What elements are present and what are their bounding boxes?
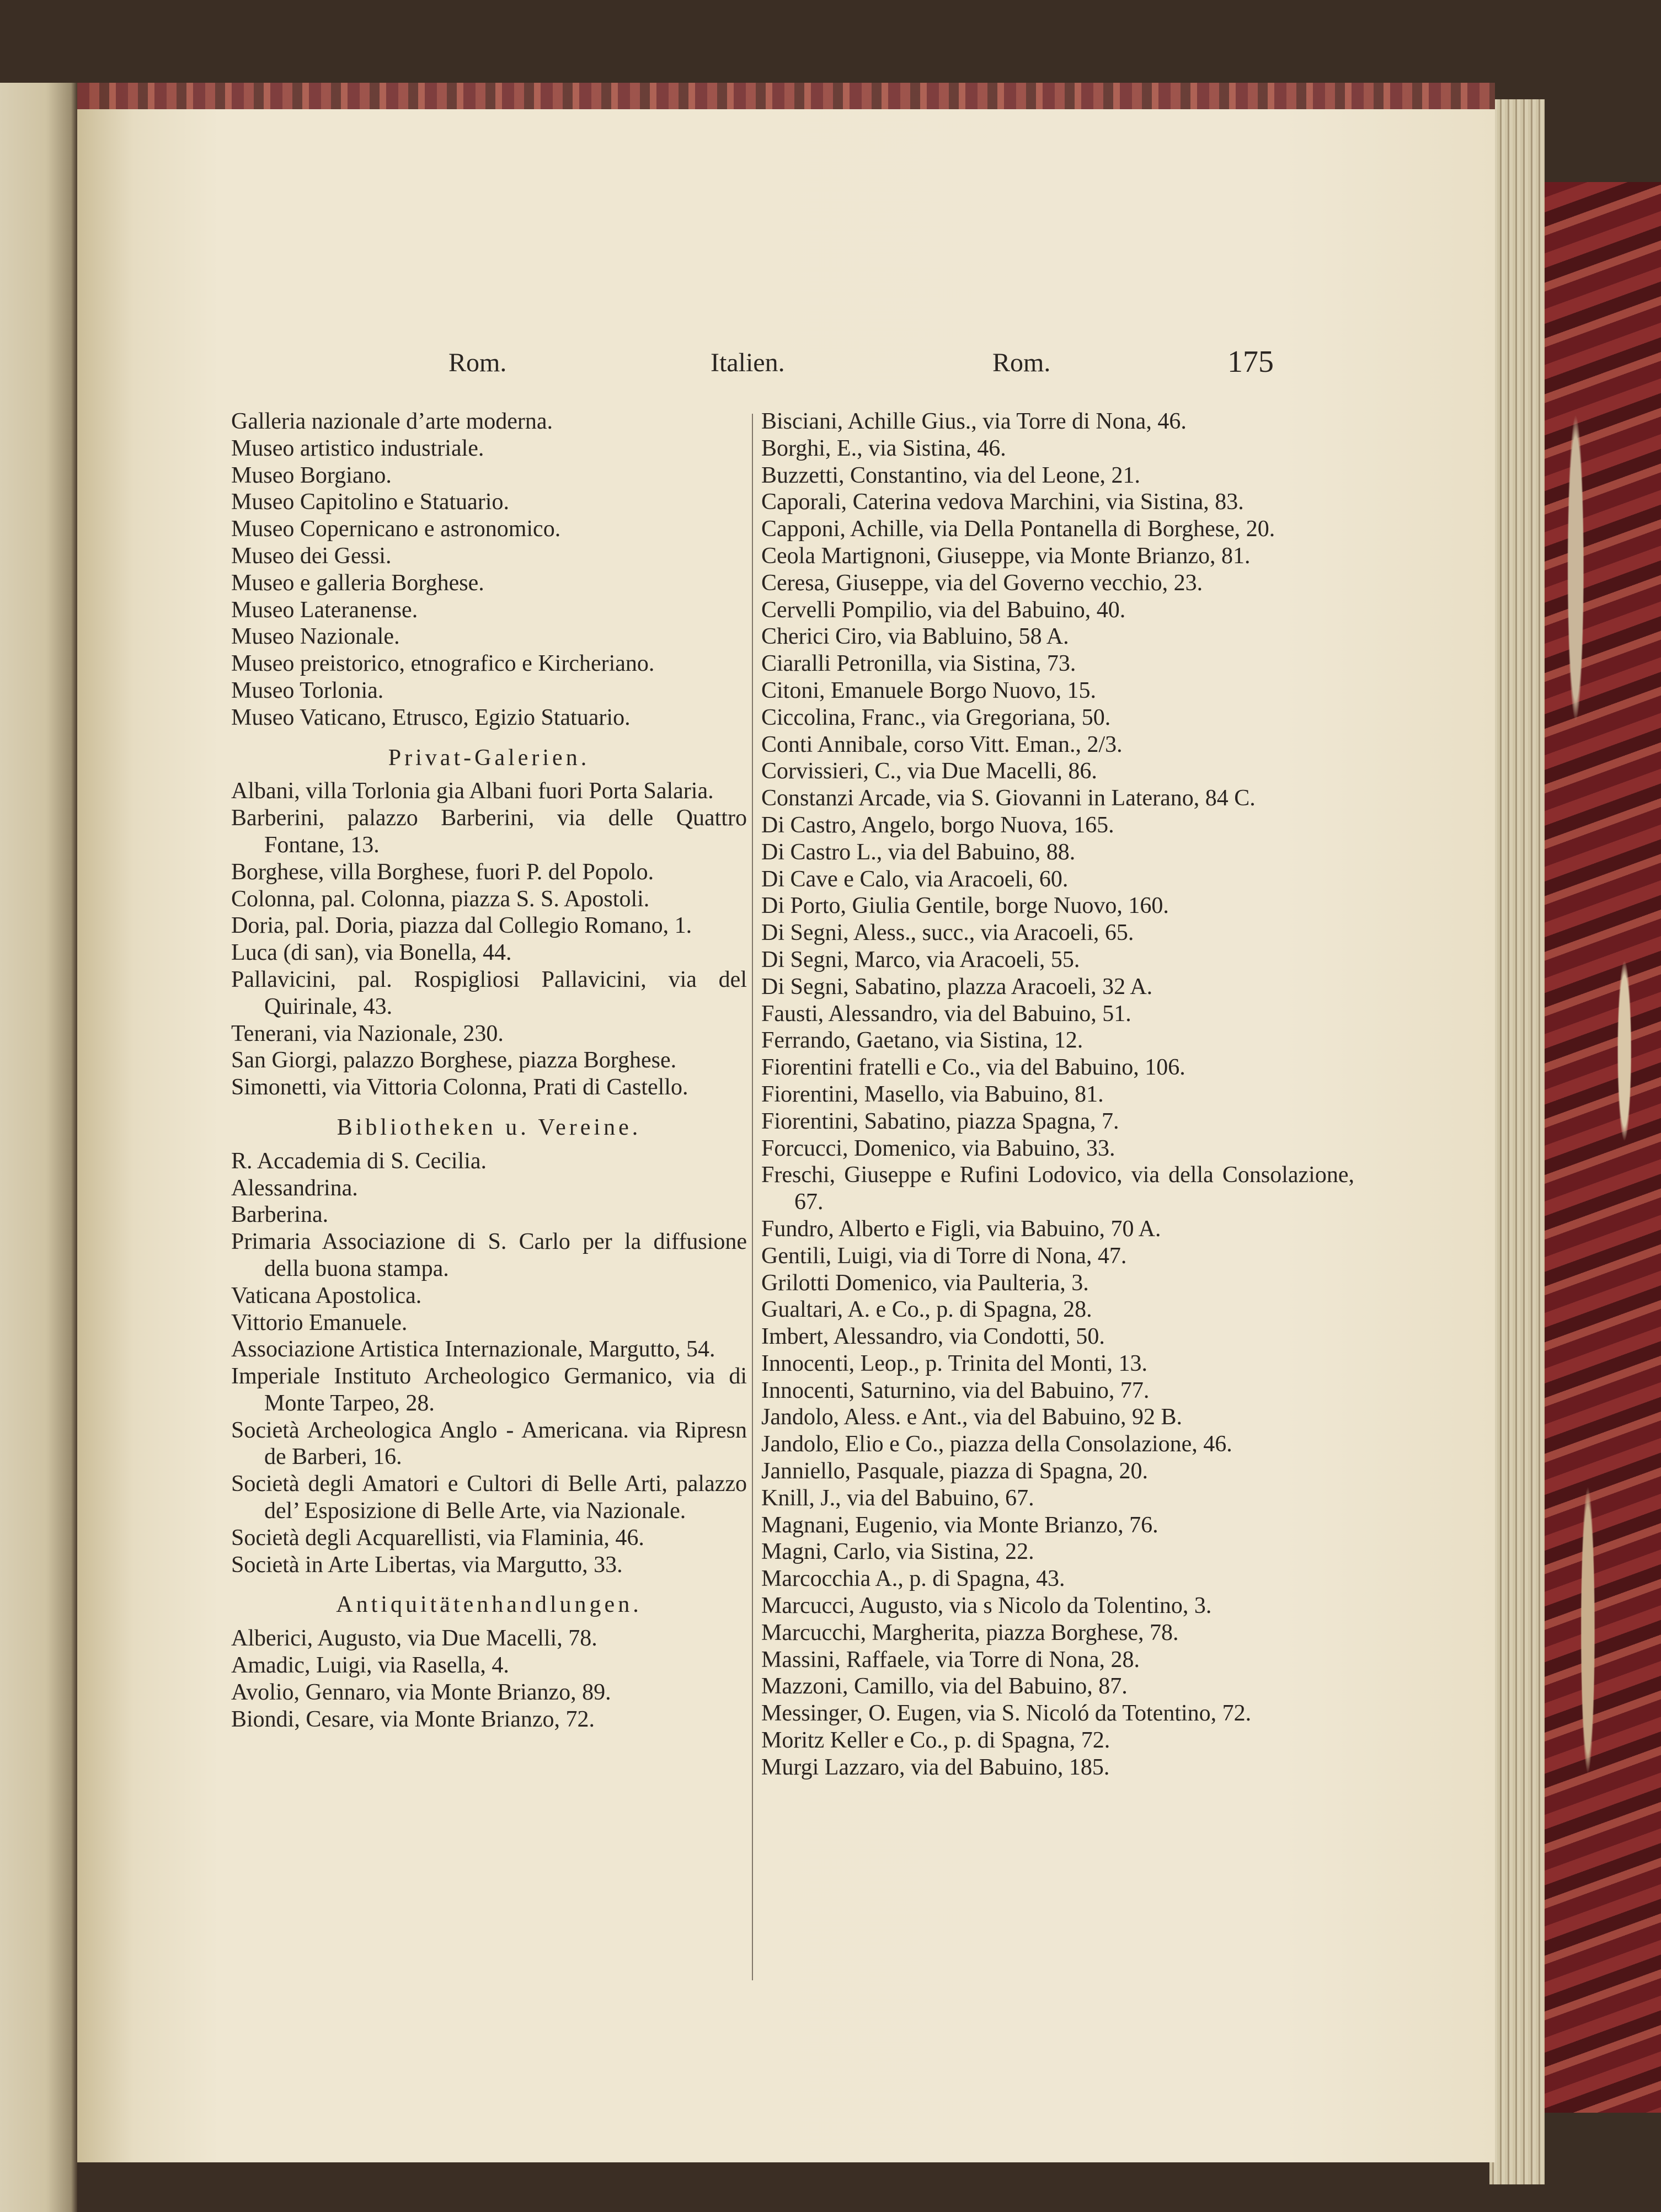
list-item: Janniello, Pasquale, piazza di Spagna, 20. [761, 1458, 1148, 1484]
list-item: Freschi, Giuseppe e Rufini Lodovico, via della Consolazione, 67. [761, 1162, 1354, 1215]
list-item: Doria, pal. Doria, piazza dal Collegio Romano, 1. [231, 913, 692, 939]
list-item: Moritz Keller e Co., p. di Spagna, 72. [761, 1728, 1110, 1754]
list-item: Avolio, Gennaro, via Monte Brianzo, 89. [231, 1679, 611, 1705]
list-item: Borghese, villa Borghese, fuori P. del Popolo. [231, 859, 654, 885]
page-edges [1489, 99, 1545, 2184]
list-item: Vittorio Emanuele. [231, 1310, 408, 1335]
list-item: Di Segni, Marco, via Aracoeli, 55. [761, 947, 1080, 973]
list-item: Luca (di san), via Bonella, 44. [231, 940, 512, 966]
list-item: Fausti, Alessandro, via del Babuino, 51. [761, 1001, 1131, 1027]
list-item: Grilotti Domenico, via Paulteria, 3. [761, 1270, 1089, 1296]
list-item: Imperiale Instituto Archeologico Germanico, via di Monte Tarpeo, 28. [231, 1364, 747, 1416]
list-item: Museo artistico industriale. [231, 435, 484, 461]
list-item: Gualtari, A. e Co., p. di Spagna, 28. [761, 1297, 1092, 1323]
list-item: Alessandrina. [231, 1175, 358, 1201]
section-heading-bibliotheken: Bibliotheken u. Vereine. [337, 1114, 642, 1140]
list-item: Ciaralli Petronilla, via Sistina, 73. [761, 651, 1076, 677]
header-left: Rom. [448, 348, 507, 377]
list-item: Simonetti, via Vittoria Colonna, Prati di Castello. [231, 1075, 688, 1100]
list-item: Museo preistorico, etnografico e Kircheriano. [231, 651, 655, 677]
list-item: Alberici, Augusto, via Due Macelli, 78. [231, 1626, 597, 1652]
header-right: Rom. [992, 348, 1051, 377]
list-item: Colonna, pal. Colonna, piazza S. S. Apostoli. [231, 886, 650, 912]
list-item: Magni, Carlo, via Sistina, 22. [761, 1539, 1034, 1565]
list-item: R. Accademia di S. Cecilia. [231, 1148, 487, 1174]
list-item: Cervelli Pompilio, via del Babuino, 40. [761, 597, 1126, 623]
right-column [761, 408, 1354, 1781]
list-item: Fiorentini, Sabatino, piazza Spagna, 7. [761, 1108, 1119, 1134]
museum-list [231, 408, 747, 731]
list-item: Caporali, Caterina vedova Marchini, via Sistina, 83. [761, 489, 1244, 515]
list-item: Gentili, Luigi, via di Torre di Nona, 47. [761, 1243, 1127, 1269]
list-item: Buzzetti, Constantino, via del Leone, 21. [761, 462, 1141, 488]
list-item: Bisciani, Achille Gius., via Torre di Nona, 46. [761, 409, 1187, 434]
list-item: Amadic, Luigi, via Rasella, 4. [231, 1653, 509, 1679]
column-rule [752, 414, 753, 1980]
list-item: Museo dei Gessi. [231, 543, 392, 569]
list-item: Primaria Associazione di S. Carlo per la diffusione della buona stampa. [231, 1229, 747, 1281]
list-item: Museo Vaticano, Etrusco, Egizio Statuario. [231, 704, 631, 730]
left-column [231, 408, 747, 1733]
list-item: Fiorentini, Masello, via Babuino, 81. [761, 1081, 1104, 1107]
facing-page-edge [0, 83, 77, 2212]
list-item: Knill, J., via del Babuino, 67. [761, 1485, 1034, 1511]
section-heading-privat-galerien: Privat-Galerien. [388, 745, 590, 771]
list-item: Di Castro L., via del Babuino, 88. [761, 839, 1076, 865]
list-item: Tenerani, via Nazionale, 230. [231, 1020, 504, 1046]
list-item: Museo Copernicano e astronomico. [231, 516, 561, 542]
list-item: Albani, villa Torlonia gia Albani fuori Porta Salaria. [231, 778, 714, 804]
list-item: Barberini, palazzo Barberini, via delle Quattro Fontane, 13. [231, 805, 747, 858]
list-item: Società degli Amatori e Cultori di Belle Arti, palazzo del’ Esposizione di Belle Arte, via Nazionale. [231, 1471, 747, 1524]
list-item: Biondi, Cesare, via Monte Brianzo, 72. [231, 1706, 595, 1732]
list-item: Conti Annibale, corso Vitt. Eman., 2/3. [761, 731, 1123, 757]
list-item: Di Castro, Angelo, borgo Nuova, 165. [761, 812, 1114, 838]
list-item: Museo Nazionale. [231, 624, 400, 650]
list-item: Di Cave e Calo, via Aracoeli, 60. [761, 866, 1069, 892]
list-item: Murgi Lazzaro, via del Babuino, 185. [761, 1754, 1110, 1780]
list-item: Marcucchi, Margherita, piazza Borghese, 78. [761, 1620, 1179, 1645]
list-item: Massini, Raffaele, via Torre di Nona, 28. [761, 1647, 1140, 1673]
list-item: Messinger, O. Eugen, via S. Nicoló da Totentino, 72. [761, 1701, 1252, 1727]
list-item: Museo Capitolino e Statuario. [231, 489, 509, 515]
list-item: Constanzi Arcade, via S. Giovanni in Laterano, 84 C. [761, 786, 1256, 811]
list-item: Ceola Martignoni, Giuseppe, via Monte Brianzo, 81. [761, 543, 1251, 569]
list-item: Cherici Ciro, via Babluino, 58 A. [761, 624, 1069, 650]
section-heading-antiquitaeten: Antiquitätenhandlungen. [336, 1592, 642, 1618]
header-center: Italien. [711, 348, 785, 377]
bibliotheken-list [231, 1148, 747, 1579]
list-item: Fundro, Alberto e Figli, via Babuino, 70 A. [761, 1216, 1161, 1242]
list-item: Innocenti, Leop., p. Trinita del Monti, 13. [761, 1350, 1147, 1376]
list-item: San Giorgi, palazzo Borghese, piazza Borghese. [231, 1048, 677, 1073]
list-item: Mazzoni, Camillo, via del Babuino, 87. [761, 1674, 1128, 1700]
running-header [77, 345, 1495, 386]
marbled-cover-edge [1539, 182, 1661, 2113]
list-item: Ceresa, Giuseppe, via del Governo vecchio, 23. [761, 570, 1203, 596]
list-item: Società in Arte Libertas, via Margutto, 33. [231, 1552, 623, 1578]
privat-galerien-list [231, 778, 747, 1101]
list-item: Jandolo, Elio e Co., piazza della Consolazione, 46. [761, 1431, 1232, 1457]
list-item: Jandolo, Aless. e Ant., via del Babuino, 92 B. [761, 1404, 1182, 1430]
list-item: Di Segni, Sabatino, plazza Aracoeli, 32 A. [761, 974, 1153, 1000]
top-binding-band [77, 83, 1495, 109]
list-item: Corvissieri, C., via Due Macelli, 86. [761, 758, 1097, 784]
list-item: Museo Lateranense. [231, 597, 418, 623]
list-item: Società Archeologica Anglo - Americana. via Ripresn de Barberi, 16. [231, 1417, 747, 1470]
list-item: Imbert, Alessandro, via Condotti, 50. [761, 1324, 1105, 1350]
list-item: Marcocchia A., p. di Spagna, 43. [761, 1566, 1065, 1592]
list-item: Forcucci, Domenico, via Babuino, 33. [761, 1135, 1115, 1161]
list-item: Citoni, Emanuele Borgo Nuovo, 15. [761, 677, 1097, 703]
list-item: Pallavicini, pal. Rospigliosi Pallavicini, via del Quirinale, 43. [231, 966, 747, 1019]
list-item: Innocenti, Saturnino, via del Babuino, 77. [761, 1377, 1150, 1403]
list-item: Museo Torlonia. [231, 677, 384, 703]
page-number: 175 [1227, 345, 1274, 379]
list-item: Museo Borgiano. [231, 462, 392, 488]
list-item: Ciccolina, Franc., via Gregoriana, 50. [761, 704, 1111, 730]
list-item: Fiorentini fratelli e Co., via del Babuino, 106. [761, 1055, 1185, 1081]
list-item: Borghi, E., via Sistina, 46. [761, 435, 1006, 461]
list-item: Ferrando, Gaetano, via Sistina, 12. [761, 1028, 1083, 1054]
list-item: Di Porto, Giulia Gentile, borge Nuovo, 160. [761, 893, 1169, 919]
list-item: Marcucci, Augusto, via s Nicolo da Tolentino, 3. [761, 1593, 1212, 1619]
list-item: Vaticana Apostolica. [231, 1283, 422, 1308]
book-page [77, 83, 1495, 2162]
list-item: Barberina. [231, 1202, 329, 1228]
list-item: Associazione Artistica Internazionale, Margutto, 54. [231, 1337, 715, 1363]
list-item: Museo e galleria Borghese. [231, 570, 484, 596]
list-item: Società degli Acquarellisti, via Flaminia, 46. [231, 1525, 644, 1551]
list-item: Di Segni, Aless., succ., via Aracoeli, 65. [761, 920, 1134, 946]
list-item: Magnani, Eugenio, via Monte Brianzo, 76. [761, 1512, 1158, 1538]
antiquitaeten-list [231, 1625, 747, 1733]
list-item: Galleria nazionale d’arte moderna. [231, 409, 553, 434]
list-item: Capponi, Achille, via Della Pontanella di Borghese, 20. [761, 516, 1275, 542]
